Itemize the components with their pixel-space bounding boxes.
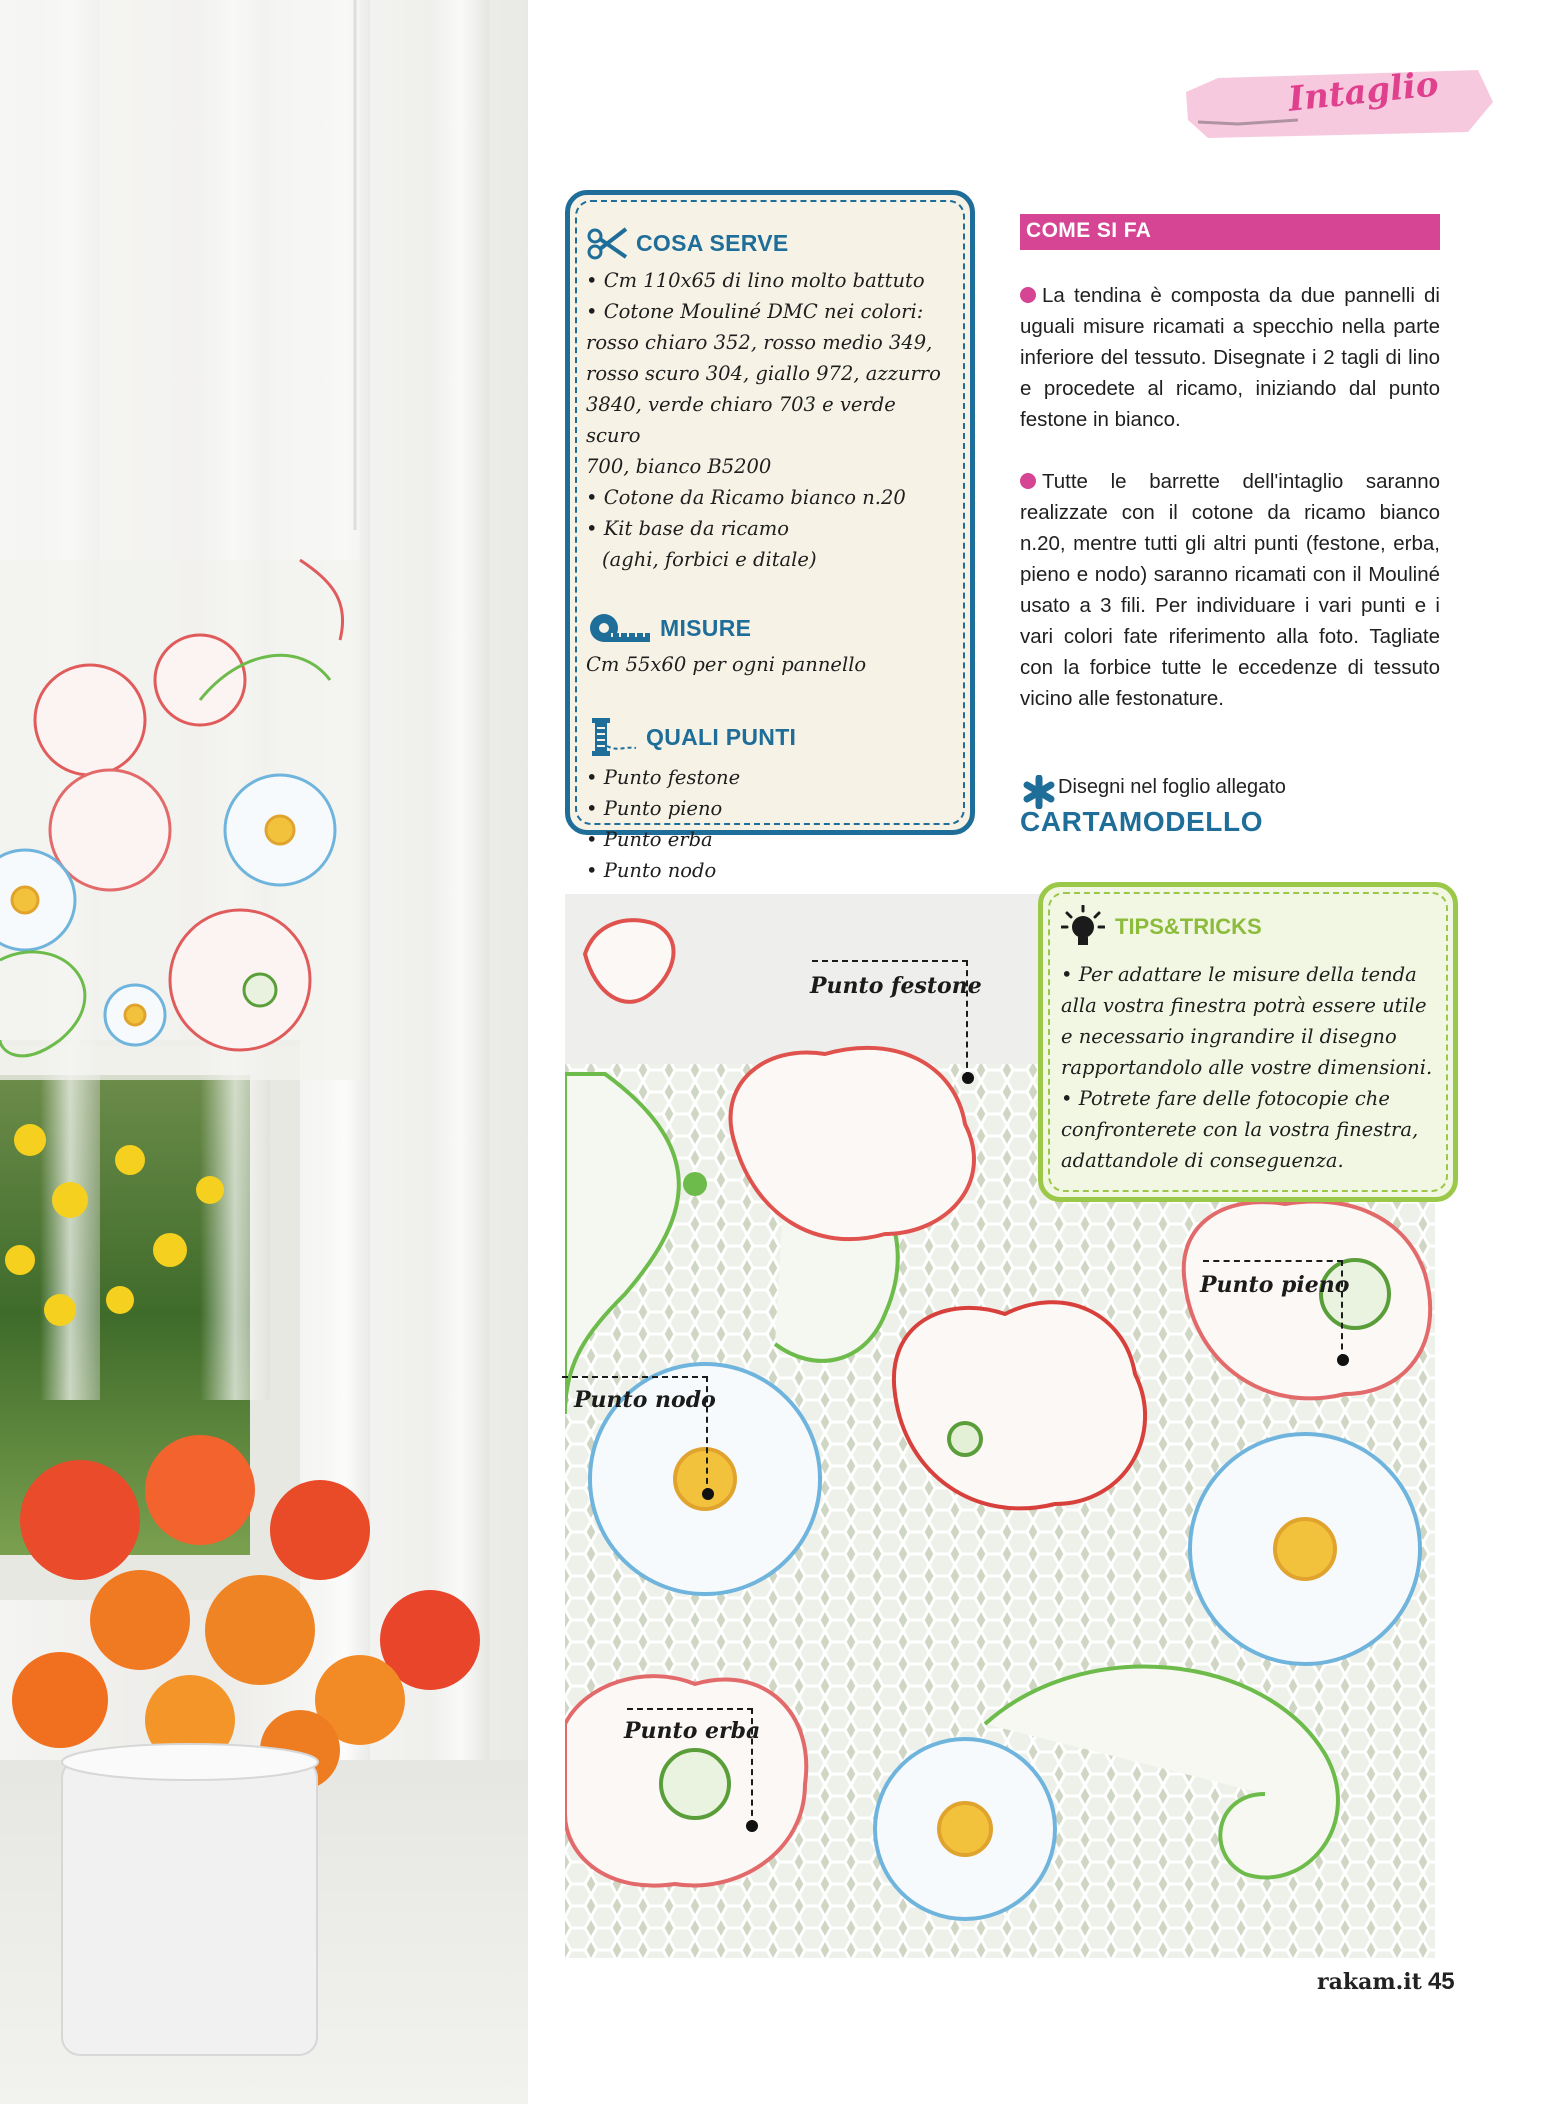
instructions-paragraph-1	[1020, 280, 1440, 435]
embroidered-curtain-illustration	[0, 0, 528, 2104]
tips-title: TIPS&TRICKS	[1115, 914, 1262, 939]
curtain-photo	[0, 0, 528, 2104]
come-si-fa-heading: COME SI FA	[1020, 214, 1440, 250]
leader-line	[627, 1708, 753, 1826]
tips-line: • Per adattare le misure della tenda	[1061, 963, 1417, 986]
materials-line: 3840, verde chiaro 703 e verde scuro	[586, 393, 896, 447]
marker-dot	[1337, 1354, 1349, 1366]
leader-line	[1203, 1260, 1343, 1360]
instructions-text: Tutte le barrette dell'intaglio saranno realizzate con il cotone da ricamo bianco n.20, mentre tutti gli altri punti (festone, erba, pieno e nodo) saranno ricamati con il Mouliné usato a 3 fili. Per individuare i vari punti e i vari colori fate riferimento alla foto. Tagliate con la forbice tutte le eccedenze di tessuto vicino alle festonature.	[1020, 470, 1440, 710]
tips-line: alla vostra finestra potrà essere utile	[1061, 994, 1427, 1017]
pattern-note: Disegni nel foglio allegato	[1058, 776, 1286, 798]
marker-dot	[962, 1072, 974, 1084]
quali-punti-heading	[586, 716, 950, 758]
marker-dot	[746, 1820, 758, 1832]
instructions-text: La tendina è composta da due pannelli di uguali misure ricamati a specchio nella parte inferiore del tessuto. Disegnate i 2 tagli di lino e procedete al ricamo, iniziando dal punto festone in bianco.	[1020, 284, 1440, 431]
quali-punti-list	[586, 762, 950, 886]
misure-heading	[586, 611, 950, 645]
section-tag: Intaglio	[1286, 64, 1441, 120]
bullet-icon	[1020, 473, 1036, 489]
materials-line: • Kit base da ricamo	[586, 517, 790, 540]
leader-line	[562, 1376, 708, 1494]
asterisk-icon	[1022, 775, 1056, 809]
materials-line: (aghi, forbici e ditale)	[602, 548, 817, 571]
quali-punti-title: QUALI PUNTI	[646, 723, 797, 750]
cosa-serve-list	[586, 265, 950, 575]
page-footer	[1317, 1968, 1455, 1996]
instructions-paragraph-2	[1020, 466, 1440, 714]
leader-line	[812, 960, 968, 1078]
label-punto-pieno: Punto pieno	[1200, 1272, 1350, 1298]
tips-line: adattandole di conseguenza.	[1061, 1149, 1344, 1172]
lightbulb-icon	[1061, 905, 1105, 949]
cosa-serve-heading	[586, 225, 950, 261]
materials-line: • Cotone Mouliné DMC nei colori:	[586, 300, 924, 323]
tips-line: rapportandolo alle vostre dimensioni.	[1061, 1056, 1433, 1079]
stitch-item: • Punto erba	[586, 828, 713, 851]
scissors-icon	[586, 225, 628, 261]
stitch-item: • Punto festone	[586, 766, 741, 789]
materials-line: rosso scuro 304, giallo 972, azzurro	[586, 362, 941, 385]
stitch-item: • Punto pieno	[586, 797, 723, 820]
thread-spool-icon	[586, 716, 638, 758]
materials-line: 700, bianco B5200	[586, 455, 772, 478]
tape-measure-icon	[586, 611, 652, 645]
label-punto-nodo: Punto nodo	[574, 1387, 716, 1413]
bullet-icon	[1020, 287, 1036, 303]
site-name: rakam.it	[1317, 1969, 1422, 1995]
tips-line: confronterete con la vostra finestra,	[1061, 1118, 1419, 1141]
materials-line: rosso chiaro 352, rosso medio 349,	[586, 331, 933, 354]
materials-line: • Cm 110x65 di lino molto battuto	[586, 269, 925, 292]
tips-box	[1038, 882, 1458, 1202]
tips-line: • Potrete fare delle fotocopie che	[1061, 1087, 1390, 1110]
materials-line: • Cotone da Ricamo bianco n.20	[586, 486, 906, 509]
misure-title: MISURE	[660, 614, 752, 641]
page-number: 45	[1427, 1968, 1455, 1995]
misure-text: Cm 55x60 per ogni pannello	[586, 653, 867, 676]
tips-line: e necessario ingrandire il disegno	[1061, 1025, 1397, 1048]
tips-heading	[1061, 905, 1439, 949]
label-punto-festone: Punto festone	[810, 973, 982, 999]
marker-dot	[702, 1488, 714, 1500]
label-punto-erba: Punto erba	[624, 1718, 761, 1744]
cosa-serve-title: COSA SERVE	[636, 229, 789, 256]
cartamodello-title: CARTAMODELLO	[1020, 806, 1264, 837]
materials-box	[565, 190, 975, 882]
stitch-item: • Punto nodo	[586, 859, 717, 882]
